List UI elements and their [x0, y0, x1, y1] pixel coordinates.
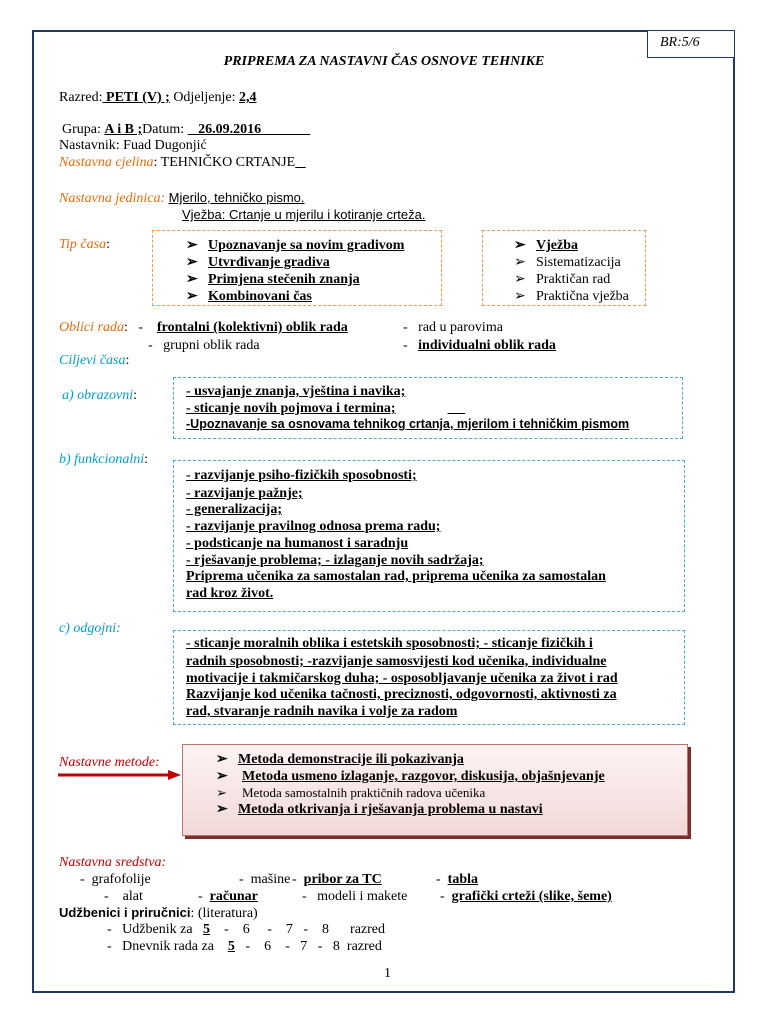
arrow-bullet-icon: ➢ [216, 769, 228, 784]
tip-left-item: ➢ Primjena stečenih znanja [186, 272, 360, 287]
oblici-grupni-wrap: - grupni oblik rada [148, 338, 260, 353]
red-arrow-icon [58, 769, 182, 781]
oblici-label: Oblici rada [59, 320, 124, 335]
metode-item: ➢ Metoda usmeno izlaganje, razgovor, diskusija, objašnjevanje [216, 769, 605, 784]
odgojni-item: radnih sposobnosti; -razvijanje samosvijesti kod učenika, individualne [186, 654, 607, 669]
razred-label: Razred: [59, 90, 103, 105]
ciljevi-label-wrap: Ciljevi časa: [59, 353, 130, 368]
oblici-parovi: rad u parovima [418, 320, 503, 335]
metode-item: ➢ Metoda samostalnih praktičnih radova učenika [216, 785, 486, 800]
udzbenici-line [59, 905, 258, 922]
arrow-bullet-icon: ➢ [186, 255, 198, 270]
cjelina-label: Nastavna cjelina [59, 155, 154, 170]
arrow-bullet-icon: ➢ [514, 272, 526, 287]
tip-left-item: ➢ Kombinovani čas [186, 289, 312, 304]
grupa-value: A i B ; [104, 122, 143, 137]
oblici-frontal: frontalni (kolektivni) oblik rada [157, 320, 348, 335]
obrazovni-label: a) obrazovni [62, 388, 134, 403]
odgojni-item: rad, stvaranje radnih navika i volje za radom [186, 704, 458, 719]
arrow-bullet-icon: ➢ [186, 238, 198, 253]
funkcionalni-item: - razvijanje pažnje; [186, 486, 303, 501]
odjeljenje-value: 2,4 [239, 90, 257, 105]
arrow-bullet-icon: ➢ [514, 289, 526, 304]
oblici-grupni: grupni oblik rada [163, 338, 260, 353]
odgojni-item: motivacije i takmičarskog duha; - osposobljavanje učenika za život i rad [186, 671, 618, 686]
dnevnik-row: - Dnevnik rada za 5 - 6 - 7 - 8 razred [107, 939, 382, 954]
cjelina-line: Nastavna cjelina: TEHNIČKO CRTANJE [59, 155, 296, 170]
razred-value: PETI (V) ; [102, 90, 170, 105]
obrazovni-item: - sticanje novih pojmova i termina; [186, 401, 396, 416]
sredstva-crtezi: - grafički crteži (slike, šeme) [440, 889, 612, 904]
metode-item: ➢ Metoda demonstracije ili pokazivanja [216, 752, 464, 767]
odgojni-item: - sticanje moralnih oblika i estetskih sposobnosti; - sticanje fizičkih i [186, 636, 593, 651]
funkcionalni-item: - generalizacija; [186, 502, 283, 517]
jedinica-line: Nastavna jedinica: Mjerilo, tehničko pismo. [59, 190, 305, 206]
cjelina-value: TEHNIČKO CRTANJE [160, 155, 296, 170]
udzbenici-label: Udžbenici i priručnici [59, 905, 191, 920]
razred-line [59, 90, 257, 106]
arrow-bullet-icon: ➢ [186, 289, 198, 304]
tip-right-item: ➢ Praktičan rad [514, 272, 611, 287]
udzbenici-suffix: : (literatura) [190, 906, 258, 921]
arrow-bullet-icon: ➢ [514, 238, 526, 253]
sredstva-label: Nastavna sredstva [59, 855, 162, 870]
arrow-bullet-icon: ➢ [216, 752, 228, 767]
oblici-individualni: individualni oblik rada [418, 338, 556, 353]
sredstva-masine: - mašine [239, 872, 291, 887]
odjeljenje-label: Odjeljenje: [173, 90, 236, 105]
page-number: 1 [384, 966, 391, 981]
funkcionalni-item: Priprema učenika za samostalan rad, priprema učenika za samostalan [186, 569, 606, 584]
page-title: PRIPREMA ZA NASTAVNI ČAS OSNOVE TEHNIKE [223, 54, 545, 69]
grupa-label: Grupa: [62, 122, 101, 137]
sredstva-label-wrap: Nastavna sredstva: [59, 855, 167, 870]
funkcionalni-label-wrap: b) funkcionalni: [59, 452, 149, 467]
sredstva-pribor: - pribor za TC [292, 872, 382, 887]
ciljevi-label: Ciljevi časa [59, 353, 126, 368]
funkcionalni-item: - razvijanje pravilnog odnosa prema radu; [186, 519, 441, 534]
odgojni-item: Razvijanje kod učenika tačnosti, preciznosti, odgovornosti, aktivnosti za [186, 687, 617, 702]
grupa-line [62, 122, 310, 138]
jedinica-line2: Vježba: Crtanje u mjerilu i kotiranje crteža. [182, 207, 426, 222]
funkcionalni-label: b) funkcionalni [59, 452, 145, 467]
arrow-bullet-icon: ➢ [514, 255, 526, 270]
funkcionalni-item: - rješavanje problema; - izlaganje novih sadržaja; [186, 553, 484, 568]
arrow-bullet-icon: ➢ [216, 785, 227, 800]
oblici-parovi-wrap: - rad u parovima [403, 320, 503, 335]
odgojni-label: c) odgojni: [59, 621, 121, 636]
oblici-individualni-wrap: - individualni oblik rada [403, 338, 556, 353]
sredstva-grafofolije: - grafofolije [80, 872, 151, 887]
metode-item: ➢ Metoda otkrivanja i rješavanja problema u nastavi [216, 802, 543, 817]
udzbenik-row: - Udžbenik za 5 - 6 - 7 - 8 razred [107, 922, 386, 937]
datum-value: 26.09.2016 [187, 122, 311, 137]
arrow-bullet-icon: ➢ [186, 272, 198, 287]
arrow-bullet-icon: ➢ [216, 802, 228, 817]
metode-label-wrap: Nastavne metode: [59, 755, 160, 770]
datum-label: Datum: [142, 122, 185, 137]
nastavnik: Nastavnik: Fuad Dugonjić [59, 138, 207, 153]
tip-right-item: ➢ Praktična vježba [514, 289, 629, 304]
tip-left-item: ➢ Utvrđivanje gradiva [186, 255, 330, 270]
odgojni-label-wrap [59, 621, 121, 637]
jedinica-line1: Mjerilo, tehničko pismo. [168, 190, 305, 205]
oblici-label-wrap: Oblici rada: - frontalni (kolektivni) oblik rada [59, 320, 348, 335]
tip-label-wrap: Tip časa: [59, 237, 110, 252]
sredstva-racunar: - računar [198, 889, 258, 904]
doc-number-badge: BR:5/6 [647, 30, 735, 58]
funkcionalni-item: - podsticanje na humanost i saradnju [186, 536, 409, 551]
funkcionalni-item: - razvijanje psiho-fizičkih sposobnosti; [186, 468, 417, 483]
tip-left-item: ➢ Upoznavanje sa novim gradivom [186, 238, 405, 253]
tip-label: Tip časa [59, 237, 107, 252]
obrazovni-item: -Upoznavanje sa osnovama tehnikog crtanja, mjerilom i tehničkim pismom [186, 417, 630, 431]
sredstva-tabla: - tabla [436, 872, 479, 887]
sredstva-modeli: - modeli i makete [302, 889, 408, 904]
obrazovni-item: - usvajanje znanja, vještina i navika; [186, 384, 406, 399]
sredstva-alat: - alat [104, 889, 143, 904]
jedinica-label: Nastavna jedinica [59, 191, 161, 206]
obrazovni-label-wrap: a) obrazovni: [62, 388, 138, 403]
tip-right-item: ➢ Vježba [514, 238, 578, 253]
tip-right-item: ➢ Sistematizacija [514, 255, 621, 270]
funkcionalni-item: rad kroz život. [186, 586, 274, 601]
metode-label: Nastavne metode [59, 755, 156, 770]
